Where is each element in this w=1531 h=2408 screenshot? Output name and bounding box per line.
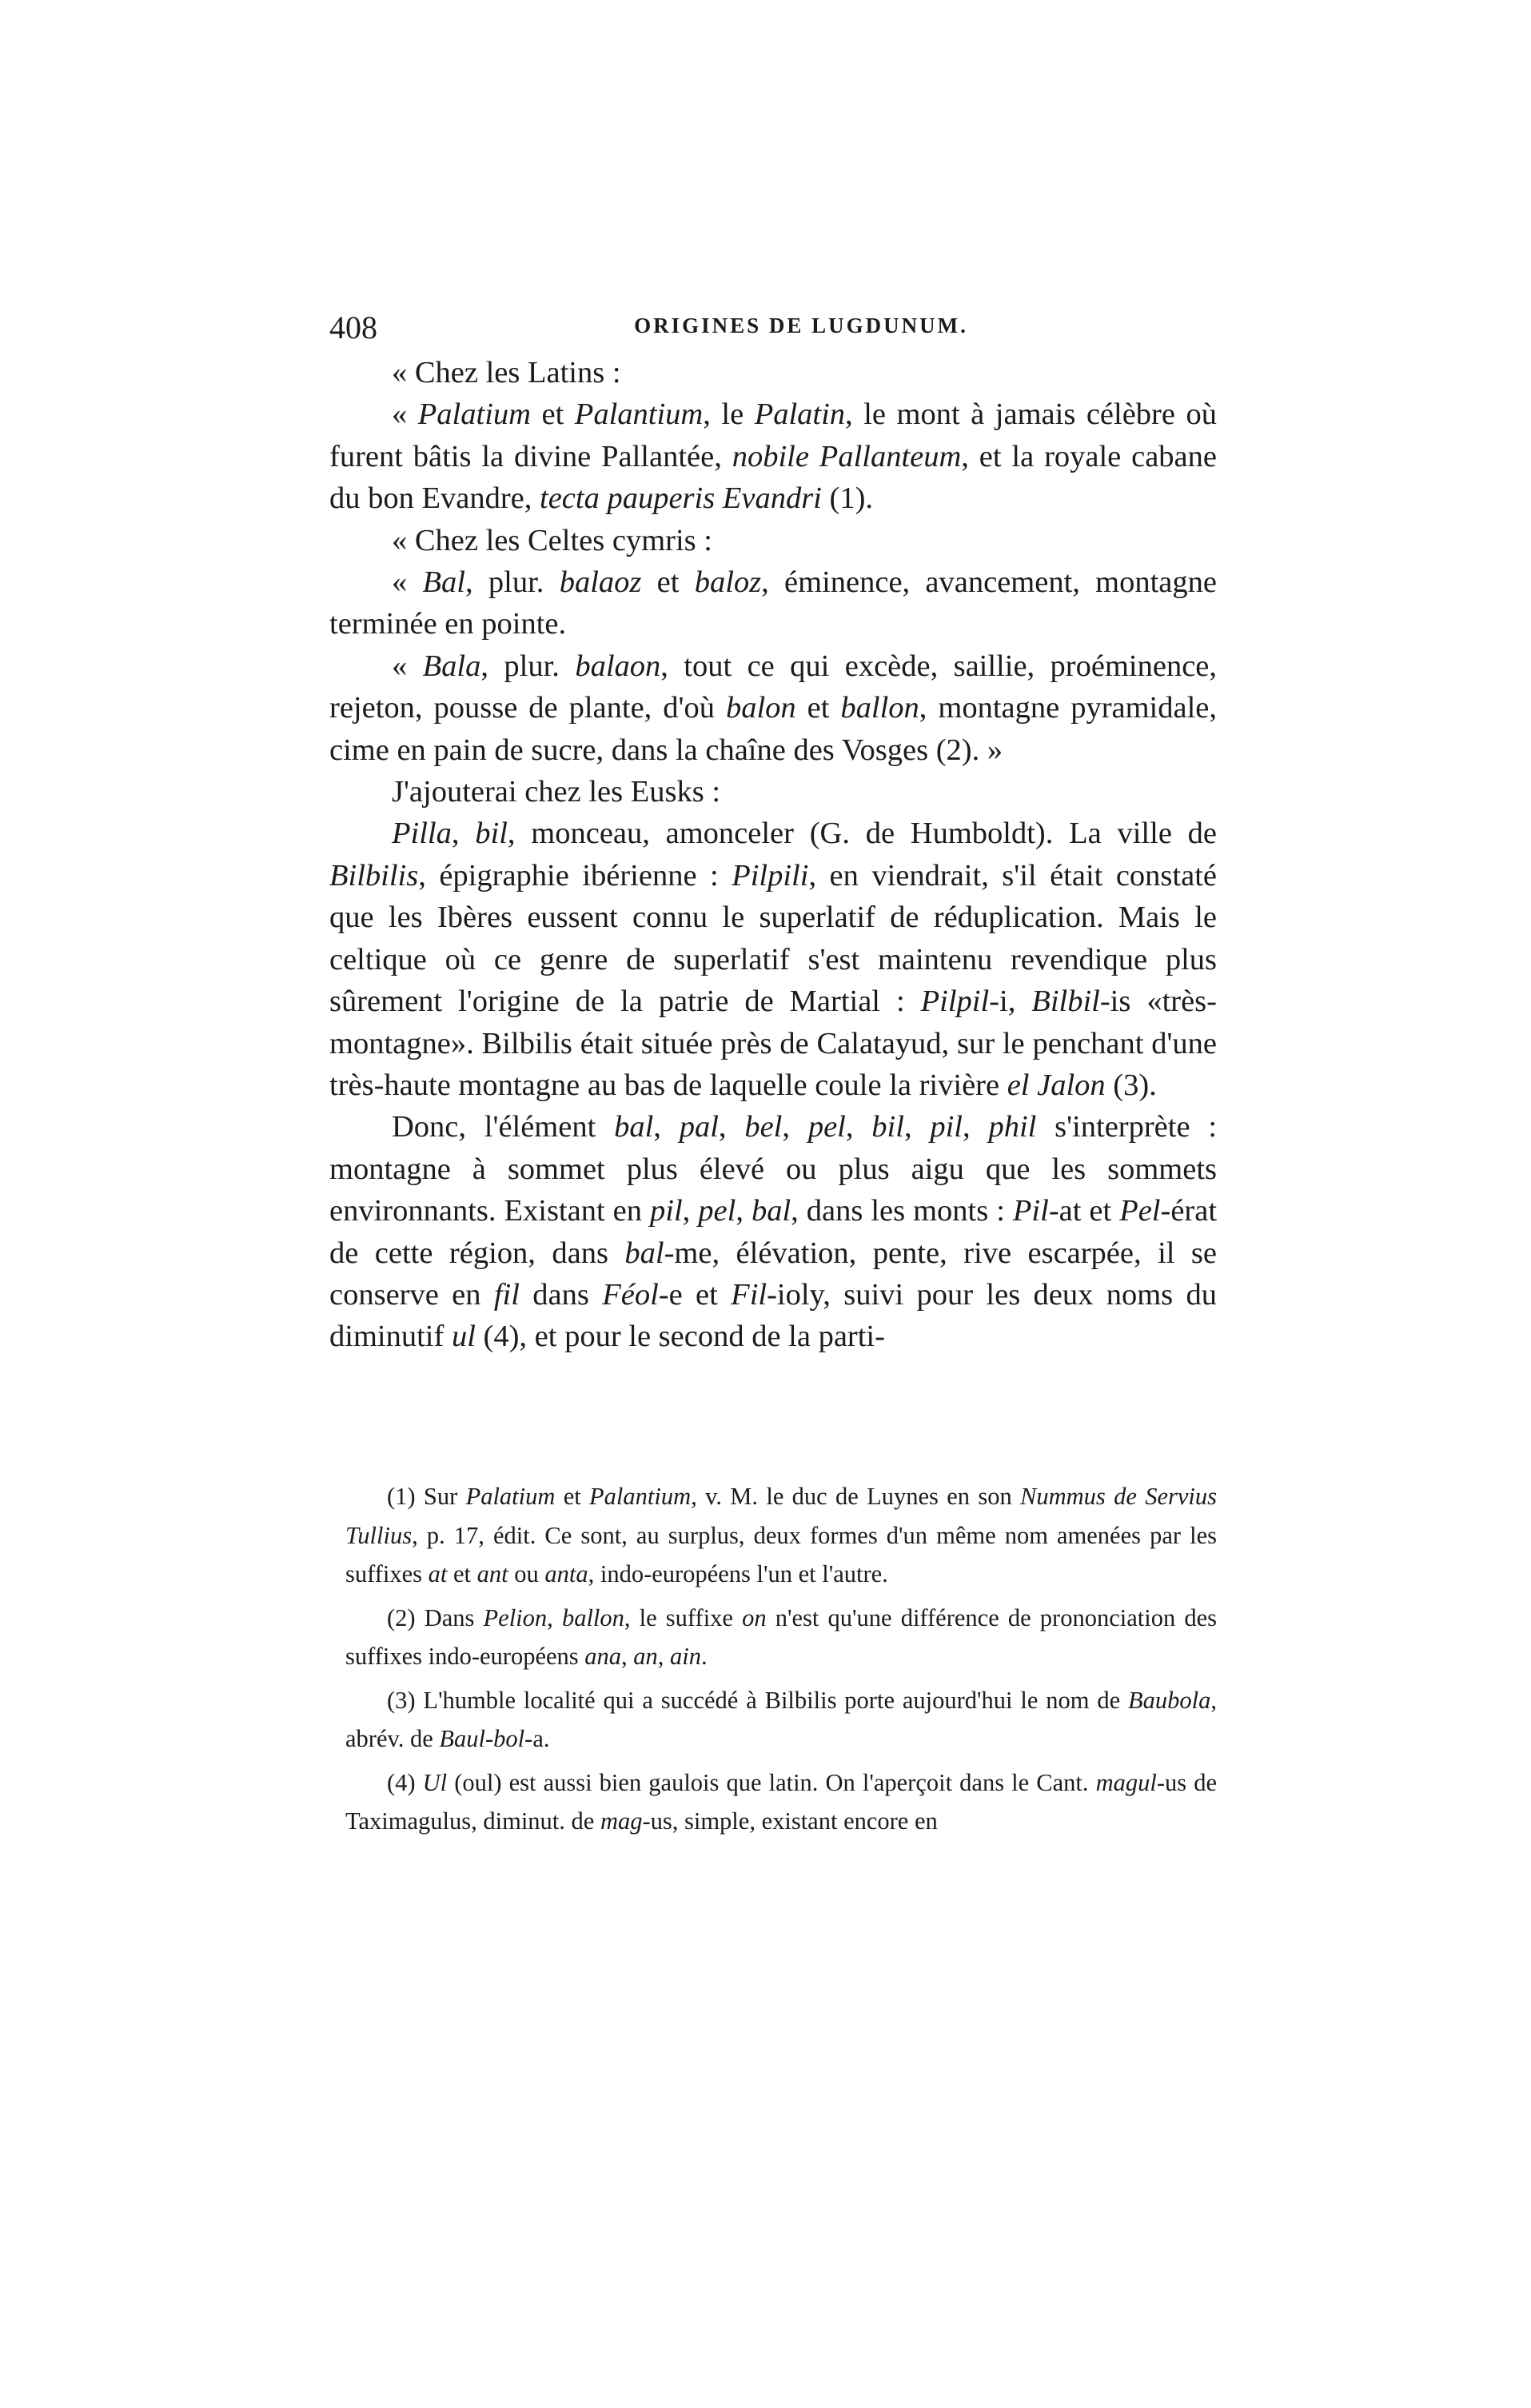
paragraph-3: « Chez les Celtes cymris : [392,523,712,557]
paragraph-2: « Palatium et Palantium, le Palatin, le mont à jamais célèbre où furent bâtis la divine Pallantée, nobile Pallanteum, et la royale cabane du bon Evandre, tecta pauperis Evandri (1). [329,397,1217,516]
page-number: 408 [329,309,377,345]
page-header [329,302,1209,350]
footnote-3: (3) L'humble localité qui a succédé à Bilbilis porte aujourd'hui le nom de Baubola, abrév. de Baul-bol-a. [345,1686,1217,1752]
paragraph-5: « Bala, plur. balaon, tout ce qui excède, saillie, proéminence, rejeton, pousse de plante, d'où balon et ballon, montagne pyramidale, cime en pain de sucre, dans la chaîne des Vosges (2). » [329,649,1217,767]
running-title: ORIGINES DE LUGDUNUM. [634,313,968,337]
footnotes [345,1477,1217,1846]
footnote-1: (1) Sur Palatium et Palantium, v. M. le duc de Luynes en son Nummus de Servius Tullius, p. 17, édit. Ce sont, au surplus, deux formes d'un même nom amenées par les suffixes at et ant ou anta, indo-européens l'un et l'autre. [345,1483,1217,1587]
footnote-2: (2) Dans Pelion, ballon, le suffixe on n'est qu'une différence de prononciation des suffixes indo-européens ana, an, ain. [345,1603,1218,1670]
body-text [329,352,1217,1358]
paragraph-1: « Chez les Latins : [392,356,621,389]
footnote-4: (4) Ul (oul) est aussi bien gaulois que latin. On l'aperçoit dans le Cant. magul-us de Taximagulus, diminut. de mag-us, simple, existant encore en [345,1768,1217,1835]
paragraph-8: Donc, l'élément bal, pal, bel, pel, bil, pil, phil s'interprète : montagne à sommet plus élevé ou plus aigu que les sommets environnants. Existant en pil, pel, bal, dans les monts : Pil-at et Pel-érat de cette région, dans bal-me, élévation, pente, rive escarpée, il se conserve en fil dans Féol-e et Fil-ioly, suivi pour les deux noms du diminutif ul (4), et pour le second de la parti- [329,1110,1218,1354]
paragraph-7: Pilla, bil, monceau, amonceler (G. de Humboldt). La ville de Bilbilis, épigraphie ibérienne : Pilpili, en viendrait, s'il était constaté que les Ibères eussent connu le superlatif de réduplication. Mais le celtique où ce genre de superlatif s'est maintenu revendique plus sûrement l'origine de la patrie de Martial : Pilpil-i, Bilbil-is «très-montagne». Bilbilis était située près de Calatayud, sur le penchant d'une très-haute montagne au bas de laquelle coule la rivière el Jalon (3). [329,817,1218,1102]
paragraph-6: J'ajouterai chez les Eusks : [392,775,721,809]
paragraph-4: « Bal, plur. balaoz et baloz, éminence, avancement, montagne terminée en pointe. [329,565,1217,641]
